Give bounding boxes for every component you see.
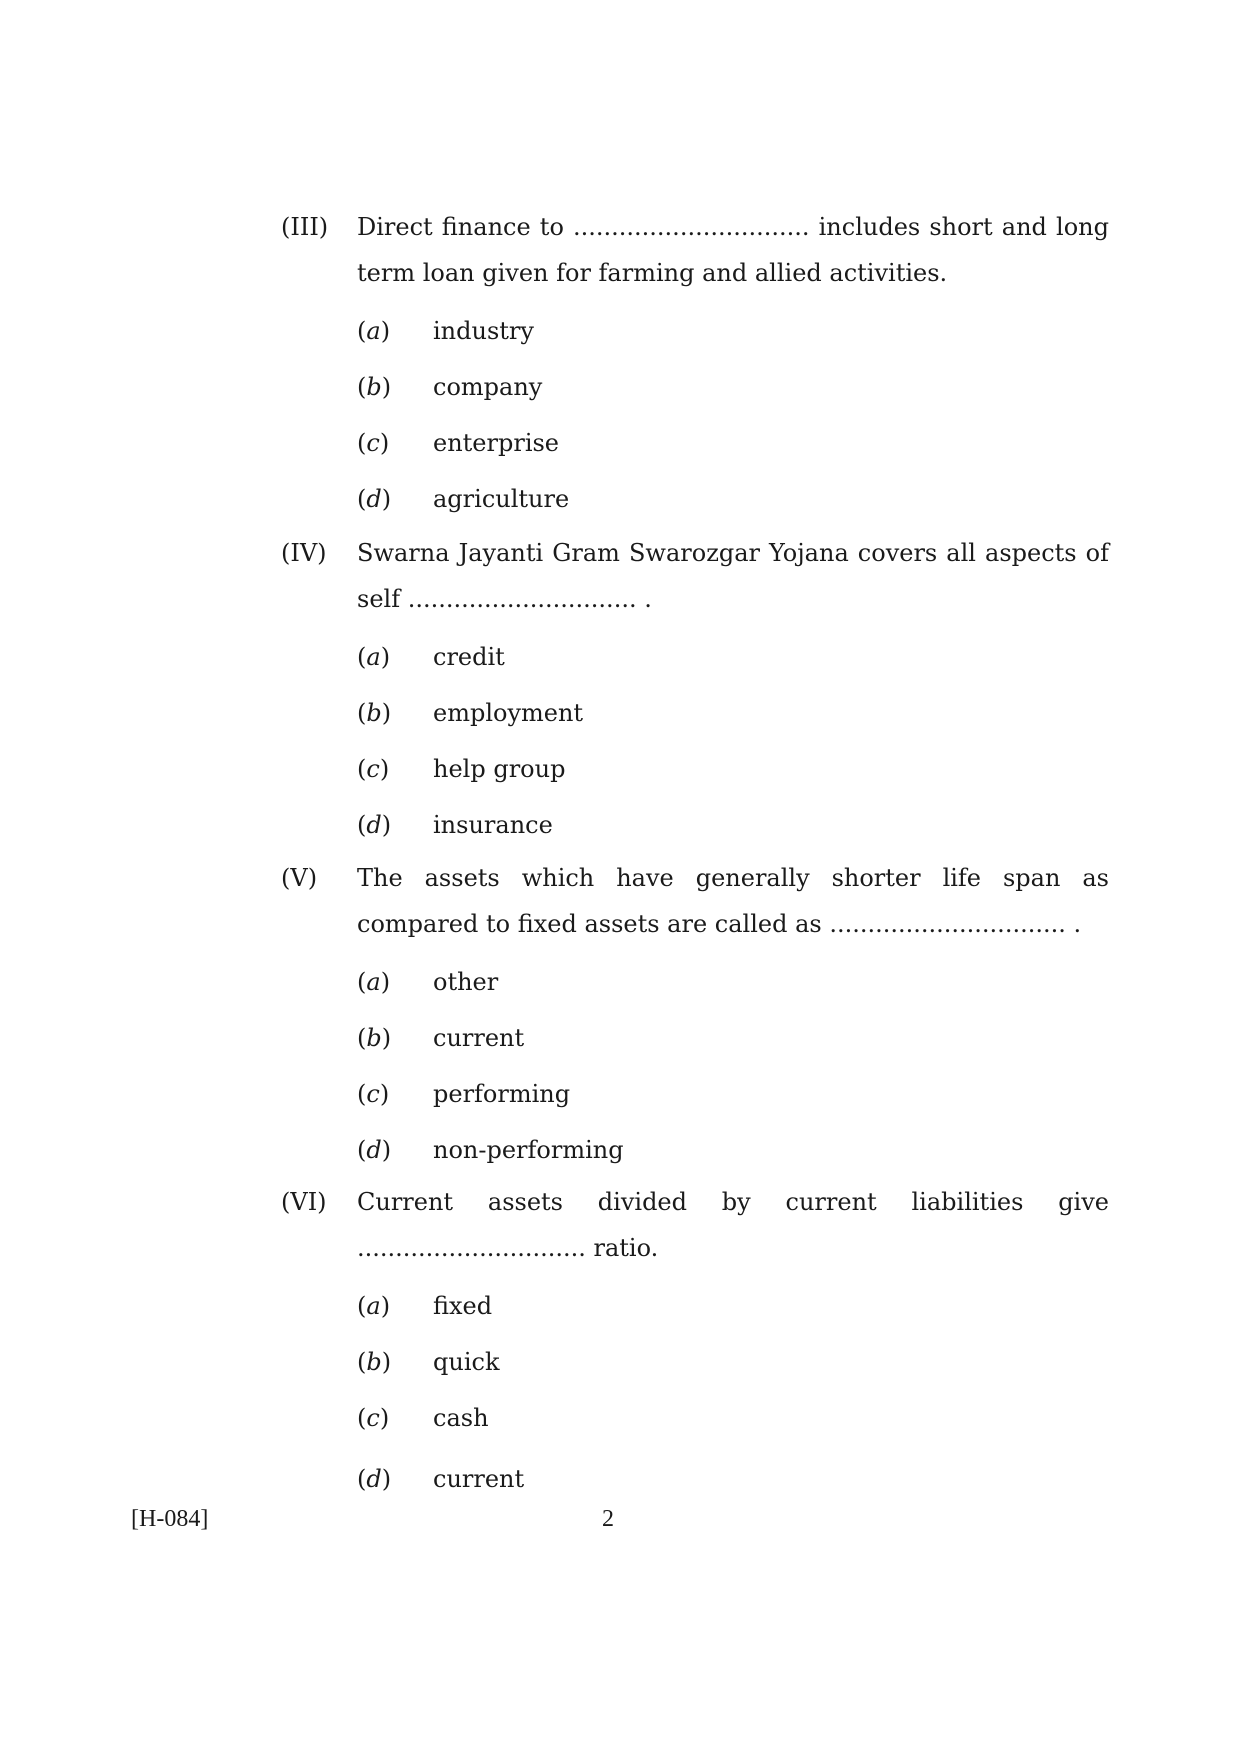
question-number: (V) <box>281 864 318 892</box>
option-letter: (b) <box>357 373 392 401</box>
option-text: quick <box>433 1348 500 1376</box>
option-text: insurance <box>433 811 553 839</box>
option-letter: (c) <box>357 429 390 457</box>
option-letter: (b) <box>357 1348 392 1376</box>
option-text: company <box>433 373 543 401</box>
option-text: fixed <box>433 1292 493 1320</box>
option-text: cash <box>433 1404 489 1432</box>
option-letter: (b) <box>357 699 392 727</box>
option-letter: (d) <box>357 1465 392 1493</box>
question-text: The assets which have generally shorter life span as compared to fixed assets are called as ............................... . <box>357 864 1109 938</box>
paper-code: [H-084] <box>131 1506 209 1532</box>
option-text: current <box>433 1465 525 1493</box>
option-letter: (c) <box>357 1404 390 1432</box>
option-text: enterprise <box>433 429 560 457</box>
option-letter: (d) <box>357 811 392 839</box>
option-letter: (b) <box>357 1024 392 1052</box>
option-text: credit <box>433 643 505 671</box>
question-text: Current assets divided by current liabilities give .............................. ratio. <box>357 1188 1109 1262</box>
question-number: (III) <box>281 213 329 241</box>
option-text: agriculture <box>433 485 570 513</box>
option-letter: (a) <box>357 643 391 671</box>
option-text: industry <box>433 317 534 345</box>
question-text: Direct finance to ............................... includes short and long term loan given for farming and allied activities. <box>357 213 1109 287</box>
option-letter: (a) <box>357 968 391 996</box>
option-text: help group <box>433 755 566 783</box>
option-text: non-performing <box>433 1136 624 1164</box>
option-letter: (d) <box>357 1136 392 1164</box>
option-text: other <box>433 968 499 996</box>
option-letter: (d) <box>357 485 392 513</box>
page-number: 2 <box>602 1506 614 1532</box>
option-letter: (a) <box>357 1292 391 1320</box>
option-text: employment <box>433 699 584 727</box>
question-number: (VI) <box>281 1188 327 1216</box>
option-letter: (c) <box>357 755 390 783</box>
option-text: performing <box>433 1080 571 1108</box>
option-letter: (a) <box>357 317 391 345</box>
option-letter: (c) <box>357 1080 390 1108</box>
question-text: Swarna Jayanti Gram Swarozgar Yojana covers all aspects of self .............................. . <box>357 539 1109 613</box>
question-number: (IV) <box>281 539 327 567</box>
option-text: current <box>433 1024 525 1052</box>
